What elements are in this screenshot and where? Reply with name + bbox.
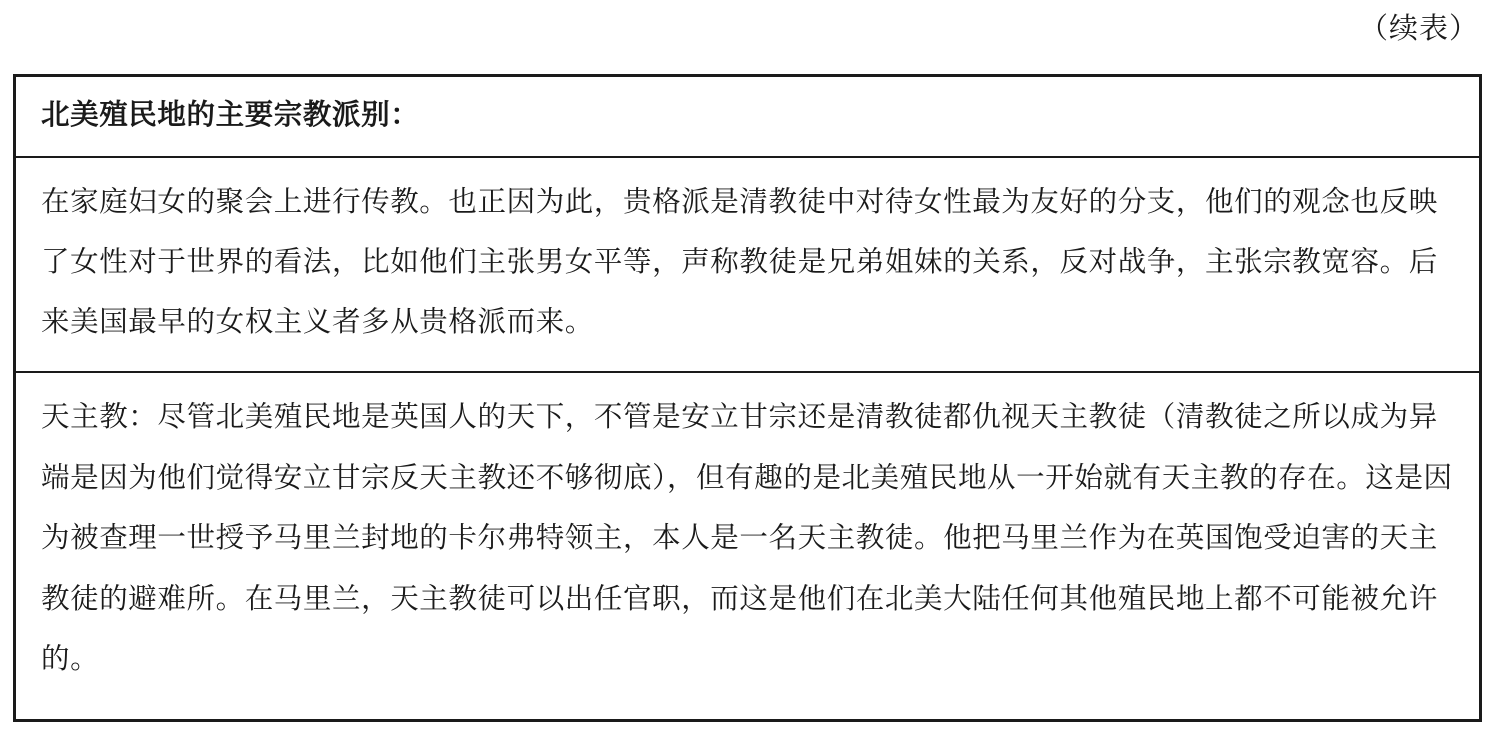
table-row-quaker: 在家庭妇女的聚会上进行传教。也正因为此，贵格派是清教徒中对待女性最为友好的分支，他们的观念也反映了女性对于世界的看法，比如他们主张男女平等，声称教徒是兄弟姐妹的关系，反对战争，主张宗教宽容。后来美国最早的女权主义者多从贵格派而来。 — [16, 158, 1479, 373]
table-header: 北美殖民地的主要宗教派别： — [16, 77, 1479, 158]
table-row-catholic: 天主教：尽管北美殖民地是英国人的天下，不管是安立甘宗还是清教徒都仇视天主教徒（清教徒之所以成为异端是因为他们觉得安立甘宗反天主教还不够彻底），但有趣的是北美殖民地从一开始就有天主教的存在。这是因为被查理一世授予马里兰封地的卡尔弗特领主，本人是一名天主教徒。他把马里兰作为在英国饱受迫害的天主教徒的避难所。在马里兰，天主教徒可以出任官职，而这是他们在北美大陆任何其他殖民地上都不可能被允许的。 — [41, 400, 1453, 675]
religion-table — [13, 74, 1482, 722]
continued-table-label: （续表） — [1358, 11, 1479, 45]
